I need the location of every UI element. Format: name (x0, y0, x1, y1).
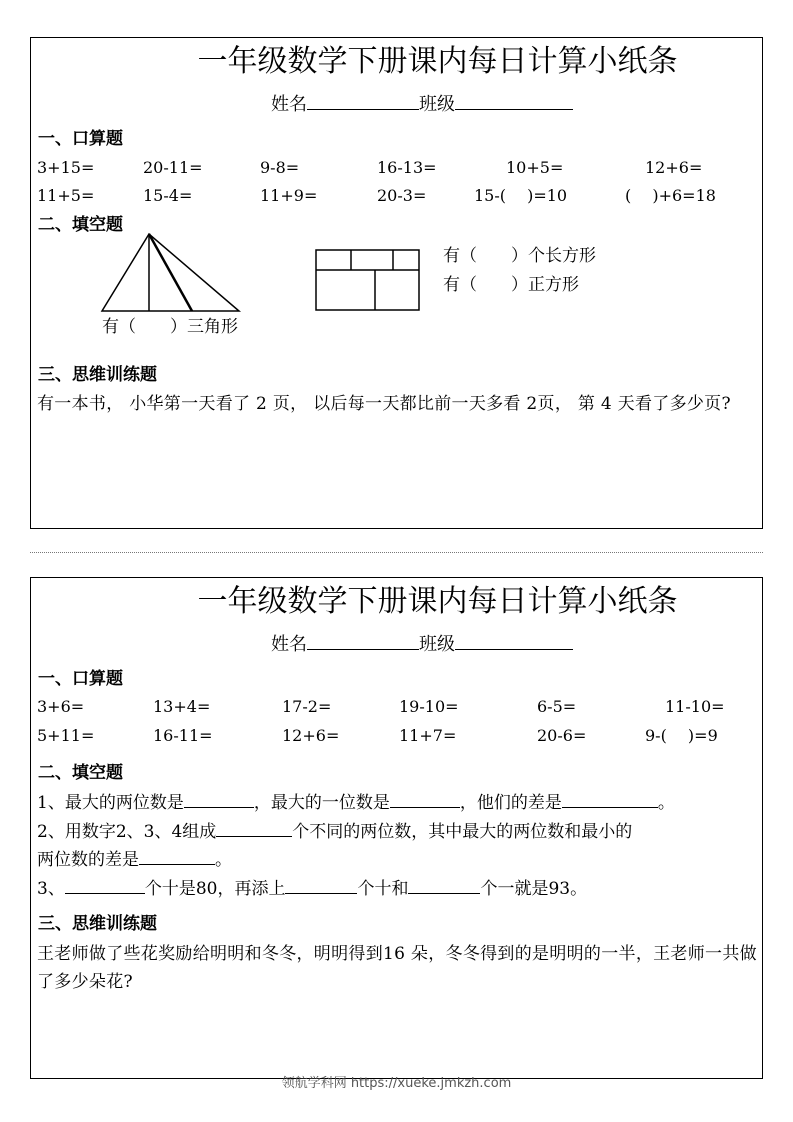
calc-item: 20-3= (377, 186, 427, 205)
word-problem: 有一本书， 小华第一天看了 2 页， 以后每一天都比前一天多看 2页， 第 4 天看了多少页? (37, 394, 731, 414)
answer-blank (216, 818, 292, 837)
calc-item: 11+9= (260, 186, 318, 205)
calc-item: 12+6= (282, 726, 340, 745)
fill-question-1: 1、最大的两位数是 ，最大的一位数是 ，他们的差是 。 (37, 789, 675, 816)
calc-item: 11+5= (37, 186, 95, 205)
calc-item: 9-( )=9 (645, 726, 718, 745)
calc-item: 3+6= (37, 697, 85, 716)
answer-blank (408, 875, 480, 894)
worksheet-title: 一年级数学下册课内每日计算小纸条 (197, 584, 678, 619)
calc-item: 10+5= (506, 158, 564, 177)
calc-item: 5+11= (37, 726, 95, 745)
section-heading-oral: 一、口算题 (38, 669, 123, 689)
name-label: 姓名 (271, 94, 307, 115)
worksheet-card-2 (30, 577, 763, 1079)
calc-item: 11-10= (665, 697, 725, 716)
name-class-row (271, 631, 573, 656)
section-heading-fill: 二、填空题 (38, 763, 123, 783)
calc-item: 6-5= (537, 697, 577, 716)
triangle-figure (99, 231, 244, 313)
name-blank (307, 91, 419, 110)
calc-item: 11+7= (399, 726, 457, 745)
answer-blank (65, 875, 145, 894)
answer-blank (184, 789, 254, 808)
calc-item: 15-4= (143, 186, 193, 205)
calc-item: 12+6= (645, 158, 703, 177)
cut-line-divider (30, 552, 763, 553)
calc-item: 13+4= (153, 697, 211, 716)
calc-item: 19-10= (399, 697, 459, 716)
section-heading-fill: 二、填空题 (38, 215, 123, 235)
answer-blank (139, 846, 215, 865)
answer-blank (390, 789, 460, 808)
calc-item: 16-13= (377, 158, 437, 177)
calc-item: 9-8= (260, 158, 300, 177)
class-label: 班级 (419, 94, 455, 115)
footer-watermark: 领航学科网 https://xueke.jmkzh.com (281, 1076, 512, 1091)
rectangle-figure (314, 248, 422, 312)
calc-item: 3+15= (37, 158, 95, 177)
calc-item: 16-11= (153, 726, 213, 745)
section-heading-thinking: 三、思维训练题 (38, 365, 157, 385)
answer-blank (562, 789, 658, 808)
worksheet-title: 一年级数学下册课内每日计算小纸条 (197, 44, 678, 79)
class-blank (455, 631, 573, 650)
word-problem: 王老师做了些花奖励给明明和冬冬，明明得到16 朵，冬冬得到的是明明的一半，王老师一共做了多少朵花? (37, 944, 757, 992)
square-count-line: 有（ ）正方形 (443, 275, 579, 295)
calc-item: 20-11= (143, 158, 203, 177)
class-blank (455, 91, 573, 110)
name-class-row (271, 91, 573, 116)
name-label: 姓名 (271, 634, 307, 655)
name-blank (307, 631, 419, 650)
answer-blank (285, 875, 357, 894)
rectangle-count-line: 有（ ）个长方形 (443, 246, 596, 266)
section-heading-oral: 一、口算题 (38, 129, 123, 149)
class-label: 班级 (419, 634, 455, 655)
fill-question-2: 2、用数字2、3、4组成 个不同的两位数，其中最大的两位数和最小的 (37, 818, 632, 845)
fill-question-3: 3、 个十是80，再添上 个十和 个一就是93。 (37, 875, 587, 902)
worksheet-card-1 (30, 37, 763, 529)
section-heading-thinking: 三、思维训练题 (38, 914, 157, 934)
fill-question-2-cont: 两位数的差是 。 (37, 846, 232, 873)
calc-item: 20-6= (537, 726, 587, 745)
triangle-caption: 有（ ）三角形 (102, 317, 238, 337)
calc-item: ( )+6=18 (625, 186, 716, 205)
calc-item: 15-( )=10 (474, 186, 568, 205)
calc-item: 17-2= (282, 697, 332, 716)
